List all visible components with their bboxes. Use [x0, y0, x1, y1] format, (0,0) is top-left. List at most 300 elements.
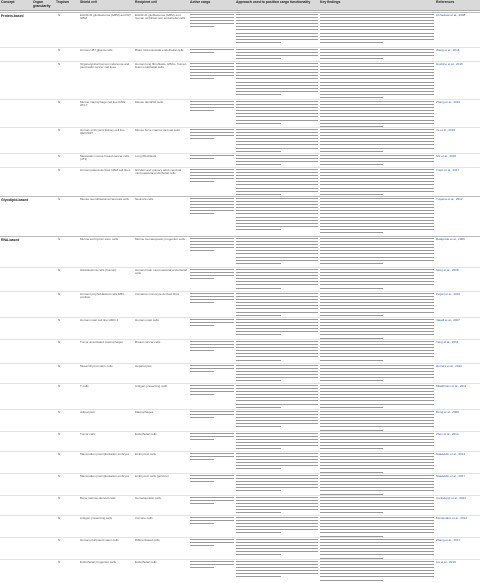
text-line [236, 341, 318, 342]
cell-ref-text: Montecalvo et al., 2012 [436, 516, 468, 520]
text-line [236, 453, 318, 454]
text-line [320, 433, 434, 434]
cell-approach [236, 411, 318, 430]
table-row [0, 47, 480, 61]
cell-findings [320, 198, 434, 235]
text-line [320, 232, 383, 233]
text-line [190, 20, 234, 21]
cell-approach [236, 453, 318, 472]
cell-recipient [135, 238, 187, 241]
text-line [320, 374, 434, 375]
cell-ref-text: Treps et al., 2017 [436, 168, 460, 172]
cell-shield [80, 169, 132, 172]
cell-findings [320, 497, 434, 516]
cell-ref-text: Zhou et al., 2014 [436, 432, 459, 436]
text-line [320, 39, 434, 40]
text-line [320, 284, 434, 285]
cell-tropism [58, 169, 76, 172]
cell-tropism-text: N [58, 48, 61, 52]
cell-shield [80, 198, 132, 201]
text-line [236, 475, 318, 476]
text-line [320, 368, 434, 369]
table-row [0, 267, 480, 291]
cell-recipient-text: Human brain microvascular endothelial cells [135, 268, 187, 276]
text-line [190, 394, 214, 395]
text-line [236, 344, 318, 345]
text-line [190, 411, 234, 412]
cell-ref [436, 63, 478, 66]
text-line [190, 213, 214, 214]
text-line [190, 561, 234, 562]
text-line [236, 175, 318, 176]
text-line [236, 334, 281, 335]
text-line [320, 213, 434, 214]
text-line [236, 123, 281, 124]
text-line [236, 328, 318, 329]
text-line [236, 400, 318, 401]
cell-tropism-text: N [58, 197, 61, 201]
text-line [320, 328, 434, 329]
text-line [190, 385, 234, 386]
text-line [190, 539, 234, 540]
text-line [190, 475, 234, 476]
text-line [236, 462, 318, 463]
text-line [236, 161, 318, 162]
cell-tropism [58, 155, 76, 158]
text-line [320, 63, 434, 64]
text-line [236, 417, 318, 418]
cell-findings [320, 101, 434, 129]
cell-tropism [58, 269, 76, 272]
cell-recipient [135, 453, 187, 456]
text-line [236, 281, 318, 282]
text-line [320, 88, 434, 89]
text-line [236, 312, 318, 313]
text-line [236, 302, 318, 303]
text-line [320, 500, 434, 501]
text-line [320, 141, 434, 142]
text-line [190, 66, 234, 67]
cell-tropism [58, 293, 76, 296]
text-line [236, 347, 318, 348]
cell-tropism-text: N [58, 237, 61, 241]
cell-shield [80, 101, 132, 108]
cell-recipient [135, 365, 187, 368]
cell-approach [236, 539, 318, 558]
cell-ref-text: Saadeldin et al., 2014 [436, 452, 466, 456]
text-line [236, 368, 318, 369]
text-line [320, 497, 434, 498]
text-line [190, 155, 234, 156]
text-line [236, 110, 318, 111]
col-findings: Key findings [320, 0, 341, 4]
cell-shield [80, 453, 132, 456]
text-line [236, 319, 318, 320]
text-line [190, 433, 234, 434]
cell-tropism-text: N [58, 292, 61, 296]
table-row [0, 197, 480, 235]
cell-shield-text: T cells [80, 384, 89, 388]
cell-recipient [135, 129, 187, 132]
cell-ref [436, 238, 478, 241]
cell-findings [320, 49, 434, 61]
table-row [0, 495, 480, 515]
text-line [236, 459, 318, 460]
text-line [236, 120, 318, 121]
text-line [320, 26, 434, 27]
text-line [320, 49, 434, 50]
text-line [236, 570, 318, 571]
cell-cargo [190, 14, 234, 29]
text-line [190, 542, 234, 543]
text-line [190, 101, 234, 102]
text-line [320, 365, 434, 366]
cell-ref-text: Hoshino et al., 2015 [436, 62, 463, 66]
cell-recipient-text: Neuro2a cells [135, 197, 154, 201]
text-line [236, 78, 318, 79]
text-line [320, 138, 434, 139]
text-line [190, 204, 234, 205]
cell-shield-text: Human U87 glioma cells [80, 48, 113, 52]
cell-approach [236, 198, 318, 232]
text-line [320, 14, 434, 15]
cell-shield-text: Human mast cell line HMC-1 [80, 318, 119, 322]
text-line [236, 91, 318, 92]
text-line [320, 462, 434, 463]
text-line [320, 529, 434, 530]
text-line [236, 414, 318, 415]
cell-tropism-text: N [58, 62, 61, 66]
text-line [320, 506, 434, 507]
cell-shield [80, 63, 132, 70]
cell-ref-text: Zhang et al., 2015 [436, 100, 461, 104]
text-line [320, 66, 434, 67]
text-line [320, 207, 434, 208]
cell-tropism [58, 49, 76, 52]
text-line [190, 319, 234, 320]
cell-shield [80, 341, 132, 344]
cell-recipient [135, 433, 187, 436]
text-line [320, 561, 434, 562]
cell-shield-text: Adipocytes [80, 410, 95, 414]
cell-approach [236, 561, 318, 580]
cell-ref [436, 385, 478, 388]
text-line [320, 82, 434, 83]
text-line [236, 263, 281, 264]
table-row [0, 409, 480, 431]
cell-recipient [135, 169, 187, 176]
text-line [190, 107, 234, 108]
text-line [320, 36, 434, 37]
cell-recipient [135, 475, 187, 478]
cell-ref [436, 198, 478, 201]
cell-recipient [135, 293, 187, 296]
section-label: RNA-based [1, 238, 20, 242]
cell-recipient [135, 385, 187, 388]
cell-recipient [135, 101, 187, 104]
text-line [190, 453, 234, 454]
text-line [236, 377, 318, 378]
text-line [236, 101, 318, 102]
text-line [236, 148, 318, 149]
text-line [236, 567, 318, 568]
text-line [320, 110, 434, 111]
text-line [236, 439, 318, 440]
text-line [190, 344, 234, 345]
text-line [320, 226, 434, 227]
text-line [320, 468, 434, 469]
cell-tropism [58, 14, 76, 17]
cell-recipient [135, 539, 187, 542]
cell-findings [320, 293, 434, 318]
text-line [236, 129, 318, 130]
text-line [190, 302, 214, 303]
text-line [236, 23, 318, 24]
cell-cargo [190, 238, 234, 253]
cell-ref-text: Yuyama et al., 2012 [436, 197, 463, 201]
text-line [320, 344, 434, 345]
text-line [320, 371, 434, 372]
text-line [236, 164, 281, 165]
text-line [320, 181, 434, 182]
cell-ref [436, 169, 478, 172]
cell-cargo [190, 433, 234, 442]
cell-shield [80, 319, 132, 322]
text-line [320, 194, 383, 195]
cell-shield-text: Human pluripotent stem cells [80, 538, 119, 542]
text-line [236, 371, 318, 372]
text-line [236, 448, 281, 449]
text-line [236, 481, 318, 482]
col-tropism: Tropism [56, 0, 70, 4]
text-line [236, 512, 281, 513]
cell-ref [436, 453, 478, 456]
text-line [320, 155, 434, 156]
text-line [236, 26, 318, 27]
text-line [236, 388, 318, 389]
text-line [320, 120, 434, 121]
cell-approach [236, 517, 318, 536]
text-line [190, 247, 234, 248]
text-line [190, 523, 214, 524]
cell-ref [436, 497, 478, 500]
cell-cargo [190, 155, 234, 161]
text-line [320, 456, 434, 457]
text-line [320, 17, 434, 18]
text-line [236, 220, 318, 221]
cell-recipient-text: Macrophages [135, 410, 154, 414]
cell-shield-text: Murine embryonic stem cells [80, 237, 119, 241]
col-shield: Shield cell [80, 0, 97, 4]
text-line [320, 260, 434, 261]
cell-recipient [135, 497, 187, 500]
text-line [190, 368, 234, 369]
cell-ref [436, 341, 478, 344]
text-line [320, 542, 434, 543]
text-line [320, 394, 434, 395]
col-references: References [436, 0, 455, 4]
cell-shield-text: Bone marrow-derived cells [80, 496, 116, 500]
cell-shield-text: Endothelial progenitor cells [80, 560, 117, 564]
text-line [190, 104, 234, 105]
text-line [320, 151, 383, 152]
text-line [236, 223, 318, 224]
table-section [0, 236, 480, 580]
cell-shield [80, 539, 132, 542]
text-line [236, 217, 318, 218]
text-line [236, 17, 318, 18]
cell-tropism [58, 198, 76, 201]
text-line [236, 542, 318, 543]
text-line [320, 288, 383, 289]
text-line [236, 14, 318, 15]
cell-tropism-text: N [58, 384, 61, 388]
cell-ref-text: Al-Nedawi et al., 2008 [436, 13, 466, 17]
text-line [320, 341, 434, 342]
cell-tropism [58, 101, 76, 104]
cell-findings [320, 411, 434, 433]
cell-ref [436, 155, 478, 158]
text-line [320, 388, 434, 389]
cell-cargo [190, 475, 234, 484]
text-line [236, 456, 318, 457]
text-line [236, 226, 318, 227]
cell-findings [320, 155, 434, 167]
text-line [190, 459, 214, 460]
cell-ref [436, 129, 478, 132]
cell-tropism [58, 561, 76, 564]
cell-shield [80, 238, 132, 241]
text-line [190, 207, 234, 208]
cell-tropism [58, 453, 76, 456]
cell-recipient [135, 14, 187, 21]
cell-recipient-text: Antigen-presenting cells [135, 384, 168, 388]
cell-shield [80, 561, 132, 564]
text-line [320, 42, 383, 43]
table-row [0, 363, 480, 383]
text-line [320, 407, 383, 408]
text-line [236, 539, 318, 540]
cell-recipient [135, 49, 187, 52]
text-line [190, 49, 234, 50]
text-line [320, 101, 434, 102]
text-line [320, 164, 383, 165]
cell-approach [236, 433, 318, 452]
text-line [236, 509, 318, 510]
text-line [236, 299, 318, 300]
text-line [320, 475, 434, 476]
text-line [190, 178, 234, 179]
text-line [320, 263, 383, 264]
cell-tropism-text: N [58, 154, 61, 158]
cell-recipient-text: Murine hematopoietic progenitor cells [135, 237, 185, 241]
cell-recipient [135, 155, 187, 158]
cell-shield [80, 475, 132, 478]
table-row [0, 13, 480, 47]
text-line [236, 20, 318, 21]
table-row [0, 451, 480, 473]
text-line [320, 198, 434, 199]
cell-cargo [190, 63, 234, 82]
text-line [236, 296, 318, 297]
text-line [236, 360, 281, 361]
text-line [190, 365, 234, 366]
cell-tropism [58, 433, 76, 436]
cell-ref [436, 101, 478, 104]
text-line [236, 465, 318, 466]
text-line [236, 155, 318, 156]
cell-tropism [58, 517, 76, 520]
cell-ref [436, 269, 478, 272]
text-line [236, 275, 318, 276]
cell-ref [436, 433, 478, 436]
text-line [320, 178, 434, 179]
text-line [320, 573, 434, 574]
text-line [236, 445, 318, 446]
table-row [0, 473, 480, 495]
text-line [320, 551, 434, 552]
text-line [236, 374, 318, 375]
text-line [236, 172, 318, 173]
text-line [236, 49, 318, 50]
cell-findings [320, 341, 434, 363]
cell-recipient-text: Mouse dendritic cells [135, 100, 164, 104]
text-line [236, 423, 318, 424]
text-line [236, 497, 318, 498]
text-line [236, 484, 318, 485]
table-section [0, 196, 480, 234]
text-line [190, 325, 214, 326]
cell-tropism-text: N [58, 432, 61, 436]
text-line [190, 567, 214, 568]
text-line [190, 26, 214, 27]
text-line [236, 576, 281, 577]
text-line [236, 478, 318, 479]
text-line [236, 545, 318, 546]
text-line [236, 426, 281, 427]
text-line [320, 439, 434, 440]
text-line [320, 391, 434, 392]
text-line [320, 158, 434, 159]
text-line [320, 217, 434, 218]
text-line [236, 244, 318, 245]
text-line [320, 123, 434, 124]
cell-approach [236, 238, 318, 266]
cell-tropism-text: N [58, 516, 61, 520]
text-line [236, 151, 281, 152]
text-line [320, 229, 434, 230]
text-line [236, 503, 318, 504]
text-line [320, 107, 434, 108]
text-line [236, 55, 318, 56]
cell-cargo [190, 129, 234, 141]
text-line [236, 257, 318, 258]
cell-ref [436, 475, 478, 478]
text-line [320, 175, 434, 176]
text-line [320, 319, 434, 320]
cell-recipient [135, 561, 187, 564]
text-line [236, 191, 318, 192]
cell-tropism-text: N [58, 560, 61, 564]
text-line [320, 350, 434, 351]
cell-ref [436, 365, 478, 368]
cell-recipient-text: EGFRvIII glioblastoma (GBM) and human umbilical vein endothelial cells [135, 13, 186, 21]
cell-ref-text: Skog et al., 2008 [436, 268, 459, 272]
text-line [236, 104, 318, 105]
text-line [236, 350, 318, 351]
cell-ref [436, 539, 478, 542]
text-line [320, 503, 434, 504]
